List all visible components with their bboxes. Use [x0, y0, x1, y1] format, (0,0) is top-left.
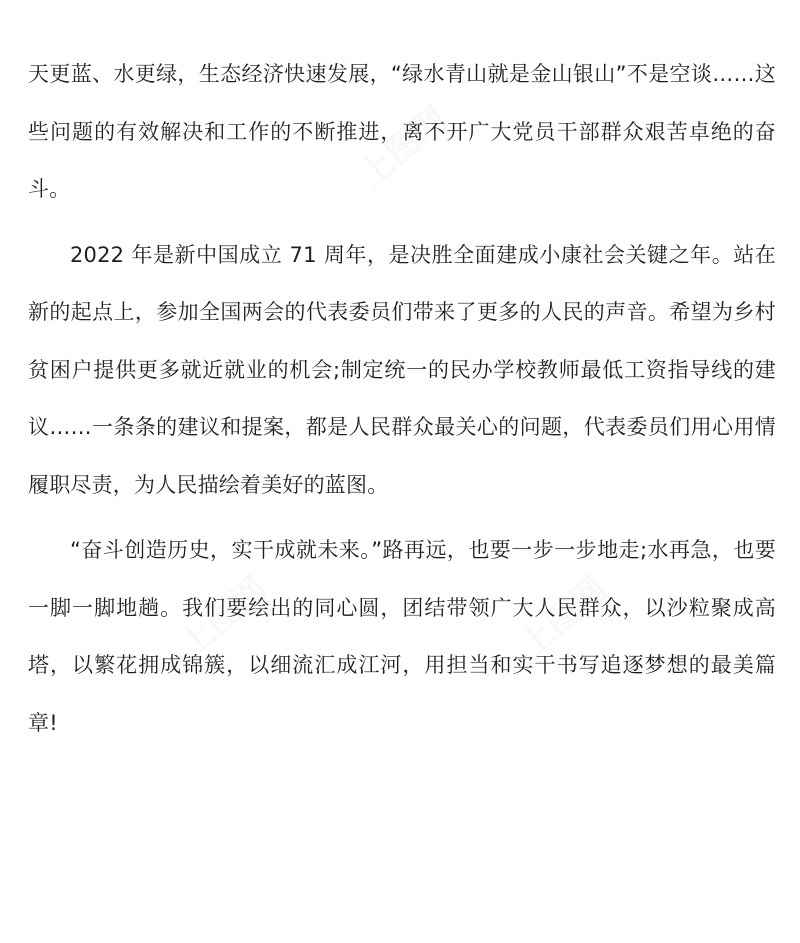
- paragraph-3: “奋斗创造历史，实干成就未来。”路再远，也要一步一步地走;水再急，也要一脚一脚地趟。我们要绘出的同心圆，团结带领广大人民群众，以沙粒聚成高塔，以繁花拥成锦簇，以细流汇成江河，用担当和实干书写追逐梦想的最美篇章!: [28, 538, 776, 735]
- document-body: [28, 46, 776, 752]
- paragraph-1: 天更蓝、水更绿，生态经济快速发展，“绿水青山就是金山银山”不是空谈……这些问题的有效解决和工作的不断推进，离不开广大党员干部群众艰苦卓绝的奋斗。: [28, 62, 776, 201]
- watermark: 上图网: [171, 569, 276, 666]
- watermark: 上图网: [351, 99, 456, 196]
- paragraph-2: 2022 年是新中国成立 71 周年，是决胜全面建成小康社会关键之年。站在新的起点上，参加全国两会的代表委员们带来了更多的人民的声音。希望为乡村贫困户提供更多就近就业的机会;制定统一的民办学校教师最低工资指导线的建议……一条条的建议和提案，都是人民群众最关心的问题，代表委员们用心用情履职尽责，为人民描绘着美好的蓝图。: [28, 242, 776, 497]
- watermark: 上图网: [511, 569, 616, 666]
